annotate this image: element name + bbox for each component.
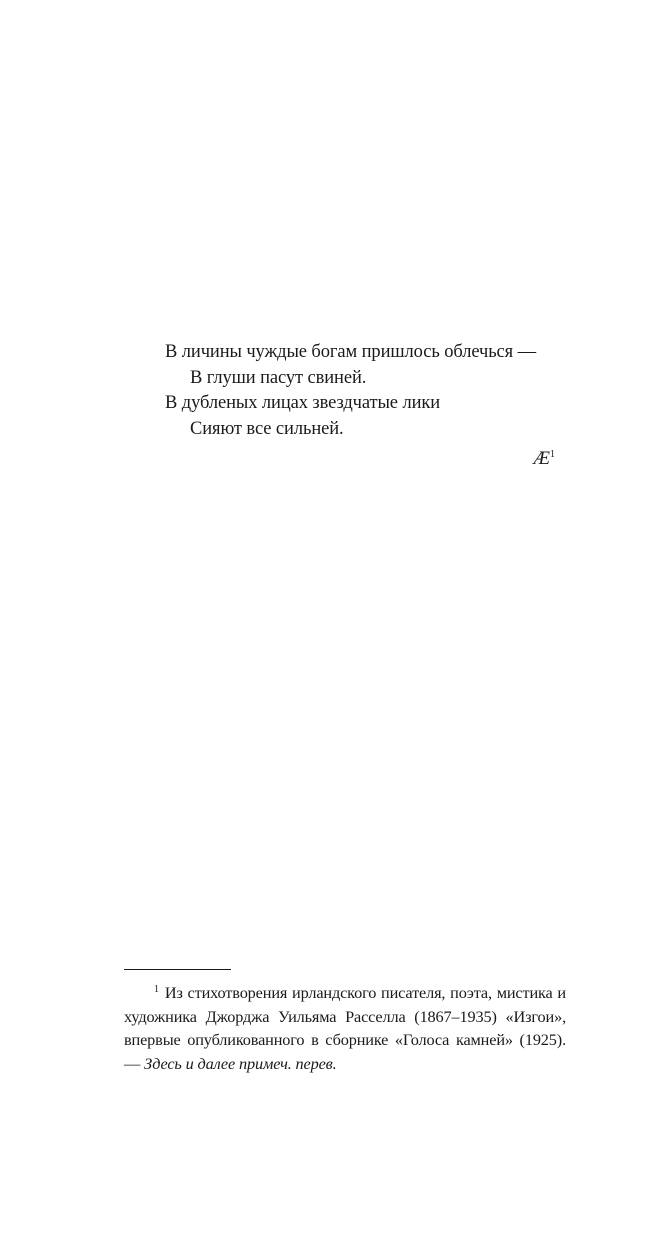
epigraph [165, 340, 565, 442]
verse-line: В дубленых лицах звездчатые лики [165, 393, 441, 413]
verse-line: В личины чуждые богам пришлось облечься — [165, 342, 537, 362]
footnote-text: Из стихотворения ирландского писателя, поэта, мистика и художника Джорджа Уильяма Расселла (1867–1935) «Изгои», впервые опубликованного в сборнике «Голоса камней» (1925). — [124, 983, 566, 1073]
footnote-translator-note: Здесь и далее примеч. перев. [144, 1053, 337, 1073]
footnote-separator [124, 969, 231, 970]
verse-line: В глуши пасут свиней. [190, 367, 367, 388]
verse-line: Сияют все сильней. [190, 418, 344, 439]
footnote-reference[interactable]: 1 [550, 448, 555, 460]
epigraph-attribution [400, 447, 555, 472]
author-name: Æ [533, 449, 550, 469]
footnote [124, 981, 566, 1075]
footnote-marker: 1 [154, 983, 159, 995]
